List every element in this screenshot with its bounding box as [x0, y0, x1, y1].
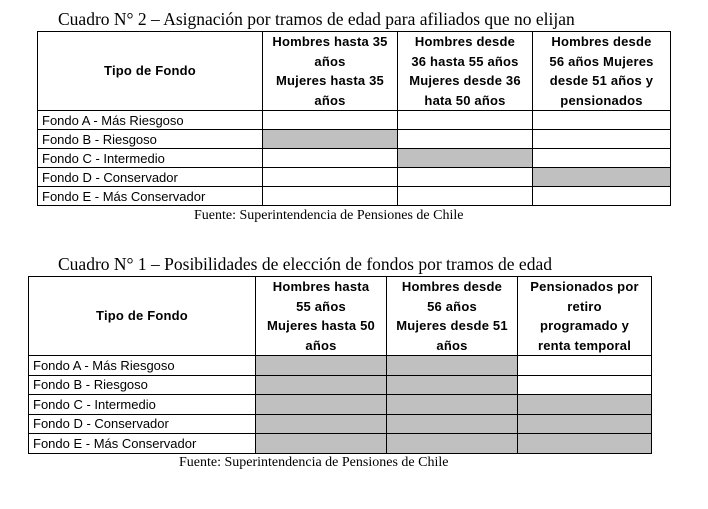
header-line: retiro: [567, 298, 602, 314]
empty-cell: [533, 149, 671, 168]
header-line: programado y: [539, 318, 630, 333]
header-line: desde 51 años y: [549, 73, 654, 88]
empty-cell: [518, 375, 652, 395]
header-line: Hombres desde: [551, 34, 652, 49]
header-line: Hombres desde: [414, 34, 516, 49]
header-line: Hombres hasta: [272, 279, 370, 294]
header-line: pensionados: [560, 92, 643, 108]
fund-label: Fondo B - Riesgoso: [38, 130, 263, 149]
table1-header-col2: [387, 277, 518, 356]
header-line: años: [314, 53, 346, 69]
table1-header-col3: [518, 277, 652, 356]
header-line: Hombres hasta 35: [272, 34, 388, 49]
empty-cell: [533, 130, 671, 149]
table-row: [38, 149, 671, 168]
shaded-cell: [387, 356, 518, 376]
empty-cell: [263, 149, 398, 168]
empty-cell: [398, 130, 533, 149]
table2-title: Cuadro N° 2 – Asignación por tramos de edad para afiliados que no elijan: [58, 9, 575, 29]
header-line: Mujeres hasta 35: [276, 73, 384, 88]
shaded-cell: [518, 434, 652, 454]
table1-header-col1: [256, 277, 387, 356]
table2: [37, 31, 671, 206]
shaded-cell: [518, 414, 652, 434]
shaded-cell: [256, 356, 387, 376]
table-row: [38, 168, 671, 187]
table1: [28, 276, 652, 454]
shaded-cell: [533, 168, 671, 187]
fund-label: Fondo A - Más Riesgoso: [29, 356, 256, 376]
fund-label: Fondo D - Conservador: [29, 414, 256, 434]
shaded-cell: [518, 395, 652, 415]
shaded-cell: [263, 130, 398, 149]
empty-cell: [518, 356, 652, 376]
header-line: 56 años Mujeres: [549, 53, 654, 69]
shaded-cell: [256, 414, 387, 434]
shaded-cell: [256, 375, 387, 395]
table1-title: Cuadro N° 1 – Posibilidades de elección de fondos por tramos de edad: [58, 254, 552, 274]
header-line: 55 años: [296, 298, 346, 314]
table2-header-row: [38, 32, 671, 111]
shaded-cell: [387, 414, 518, 434]
empty-cell: [398, 168, 533, 187]
table1-source: Fuente: Superintendencia de Pensiones de Chile: [179, 455, 449, 470]
table2-header-col3: [533, 32, 671, 111]
fund-label: Fondo E - Más Conservador: [38, 187, 263, 206]
table2-header-tipo: Tipo de Fondo: [38, 32, 263, 111]
table1-header-tipo: Tipo de Fondo: [29, 277, 256, 356]
table-row: [29, 375, 652, 395]
header-line: Pensionados por: [530, 279, 639, 294]
fund-label: Fondo E - Más Conservador: [29, 434, 256, 454]
header-line: Hombres desde: [401, 279, 503, 294]
header-line: Mujeres desde 51: [396, 318, 508, 333]
empty-cell: [533, 111, 671, 130]
table2-source: Fuente: Superintendencia de Pensiones de Chile: [194, 208, 464, 223]
fund-label: Fondo B - Riesgoso: [29, 375, 256, 395]
table-row: [38, 111, 671, 130]
header-line: Mujeres hasta 50: [267, 318, 375, 333]
table1-header-row: [29, 277, 652, 356]
empty-cell: [398, 187, 533, 206]
table2-header-col1: [263, 32, 398, 111]
empty-cell: [263, 168, 398, 187]
shaded-cell: [256, 434, 387, 454]
table-row: [29, 414, 652, 434]
empty-cell: [263, 111, 398, 130]
header-line: 56 años: [427, 298, 477, 314]
empty-cell: [263, 187, 398, 206]
header-line: años: [314, 92, 346, 108]
shaded-cell: [387, 375, 518, 395]
shaded-cell: [387, 395, 518, 415]
fund-label: Fondo A - Más Riesgoso: [38, 111, 263, 130]
table-row: [38, 130, 671, 149]
table-row: [29, 395, 652, 415]
fund-label: Fondo C - Intermedio: [29, 395, 256, 415]
table-row: [38, 187, 671, 206]
table-row: [29, 434, 652, 454]
header-line: años: [305, 337, 337, 353]
empty-cell: [398, 111, 533, 130]
shaded-cell: [398, 149, 533, 168]
header-line: renta temporal: [537, 337, 632, 353]
header-line: años: [436, 337, 468, 353]
shaded-cell: [256, 395, 387, 415]
header-line: 36 hasta 55 años: [411, 53, 519, 69]
fund-label: Fondo C - Intermedio: [38, 149, 263, 168]
header-line: Mujeres desde 36: [409, 73, 521, 88]
table2-header-col2: [398, 32, 533, 111]
table-row: [29, 356, 652, 376]
header-line: hata 50 años: [424, 92, 506, 108]
empty-cell: [533, 187, 671, 206]
shaded-cell: [387, 434, 518, 454]
fund-label: Fondo D - Conservador: [38, 168, 263, 187]
